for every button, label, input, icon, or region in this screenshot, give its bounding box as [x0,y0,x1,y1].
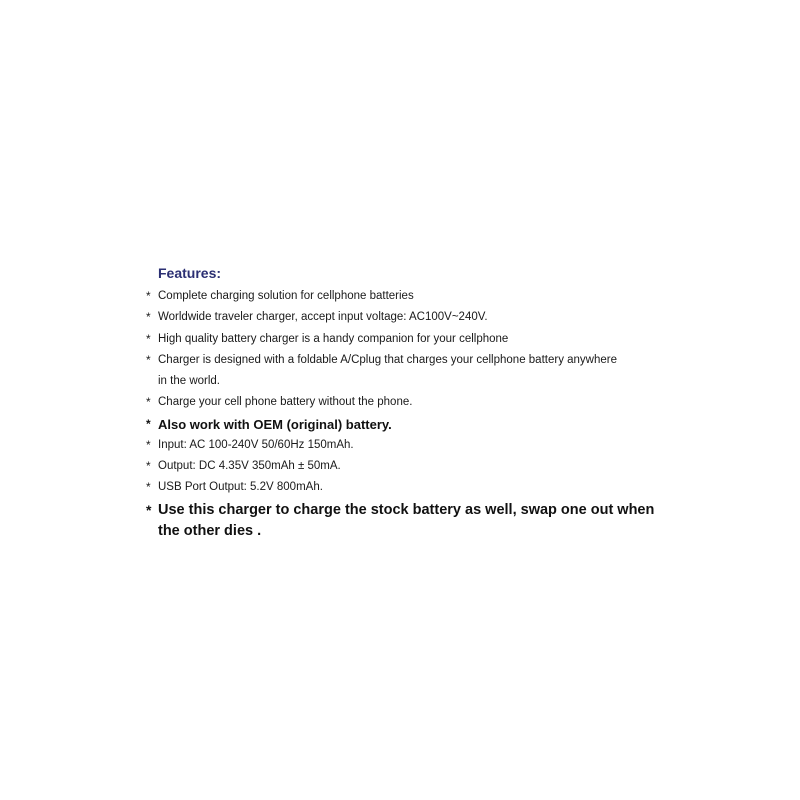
feature-text: Input: AC 100-240V 50/60Hz 150mAh. [158,438,354,451]
feature-item-emphasized [146,414,766,435]
bullet-asterisk: * [146,352,151,367]
feature-item [146,477,766,498]
features-list [146,286,766,543]
feature-item [146,307,766,328]
features-section [146,264,766,543]
bullet-asterisk: * [146,480,151,495]
bullet-asterisk: * [146,459,151,474]
features-heading: Features: [158,265,222,281]
feature-text: Also work with OEM (original) battery. [158,416,392,432]
feature-text: Use this charger to charge the stock battery as well, swap one out when the other dies . [158,501,655,540]
feature-text: USB Port Output: 5.2V 800mAh. [158,481,323,494]
feature-item [146,329,766,350]
feature-text: Charge your cell phone battery without the phone. [158,396,413,409]
bullet-asterisk: * [146,501,152,518]
feature-text: Output: DC 4.35V 350mAh ± 50mA. [158,460,341,473]
feature-text: High quality battery charger is a handy companion for your cellphone [158,332,509,345]
feature-text: Charger is designed with a foldable A/Cplug that charges your cellphone battery anywhere in the world. [158,353,618,388]
feature-item [146,456,766,477]
bullet-asterisk: * [146,289,151,303]
feature-item [146,286,766,307]
feature-text: Complete charging solution for cellphone batteries [158,290,414,302]
feature-item [146,392,766,413]
feature-item [146,350,766,393]
feature-item [146,435,766,456]
bullet-asterisk: * [146,437,151,452]
bullet-asterisk: * [146,331,151,346]
feature-text: Worldwide traveler charger, accept input voltage: AC100V~240V. [158,311,488,324]
bullet-asterisk: * [146,310,151,325]
feature-item-emphasized [146,500,766,543]
bullet-asterisk: * [146,416,151,431]
bullet-asterisk: * [146,395,151,410]
